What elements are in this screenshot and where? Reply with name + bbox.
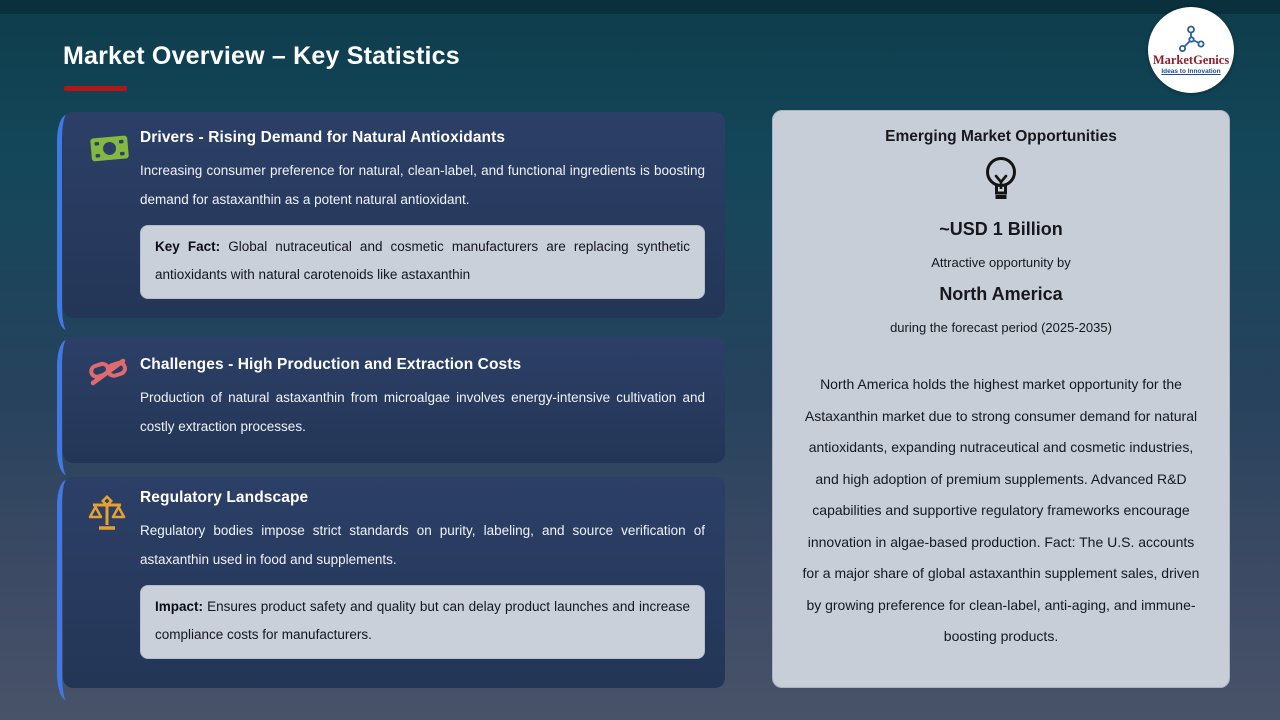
opportunity-panel — [772, 110, 1230, 688]
drivers-card-title: Drivers - Rising Demand for Natural Antioxidants — [140, 129, 506, 146]
molecule-icon — [1176, 25, 1206, 54]
impact-label: Impact: — [155, 599, 204, 614]
challenges-card-body: Production of natural astaxanthin from microalgae involves energy-intensive cultivation and costly extraction processes. — [140, 390, 705, 434]
drivers-card — [63, 112, 725, 318]
scales-icon — [87, 495, 127, 540]
broken-link-icon — [87, 355, 129, 396]
money-icon — [87, 129, 131, 172]
drivers-card-body: Increasing consumer preference for natural, clean-label, and functional ingredients is boosting demand for astaxanthin as a potent natural antioxidant. — [140, 163, 705, 207]
impact-text: Ensures product safety and quality but can delay product launches and increase compliance costs for manufacturers. — [155, 599, 690, 642]
opportunity-value: ~USD 1 Billion — [939, 219, 1063, 239]
lightbulb-icon — [977, 155, 1025, 207]
challenges-card — [63, 337, 725, 463]
opportunity-subtitle: Attractive opportunity by — [931, 255, 1071, 270]
opportunity-description: North America holds the highest market opportunity for the Astaxanthin market due to strong consumer demand for natural antioxidants, expanding nutraceutical and cosmetic industries, and high adoption of premium supplements. Advanced R&D capabilities and supportive regulatory frameworks encourage innovation in algae-based production. Fact: The U.S. accounts for a major share of global astaxanthin supplement sales, driven by growing preference for clean-label, anti-aging, and immune-boosting products. — [802, 376, 1200, 644]
regulatory-card-title: Regulatory Landscape — [140, 489, 309, 506]
key-fact-text: Global nutraceutical and cosmetic manufacturers are replacing synthetic antioxidants with natural carotenoids like astaxanthin — [155, 239, 690, 282]
page-title: Market Overview – Key Statistics — [63, 42, 460, 70]
regulatory-card-body: Regulatory bodies impose strict standards on purity, labeling, and source verification of astaxanthin used in food and supplements. — [140, 523, 705, 567]
opportunity-period: during the forecast period (2025-2035) — [890, 320, 1112, 335]
top-accent-bar — [0, 0, 1280, 14]
key-fact-label: Key Fact: — [155, 239, 221, 254]
logo-tagline: Ideas to Innovation — [1161, 67, 1221, 75]
opportunity-panel-title: Emerging Market Opportunities — [885, 128, 1117, 145]
marketgenics-logo — [1148, 7, 1234, 93]
title-underline — [64, 86, 127, 91]
impact-box — [140, 585, 705, 659]
logo-name: MarketGenics — [1152, 52, 1230, 67]
regulatory-card — [63, 477, 725, 688]
key-fact-box — [140, 225, 705, 299]
challenges-card-title: Challenges - High Production and Extraction Costs — [140, 356, 522, 373]
opportunity-region: North America — [939, 284, 1063, 304]
